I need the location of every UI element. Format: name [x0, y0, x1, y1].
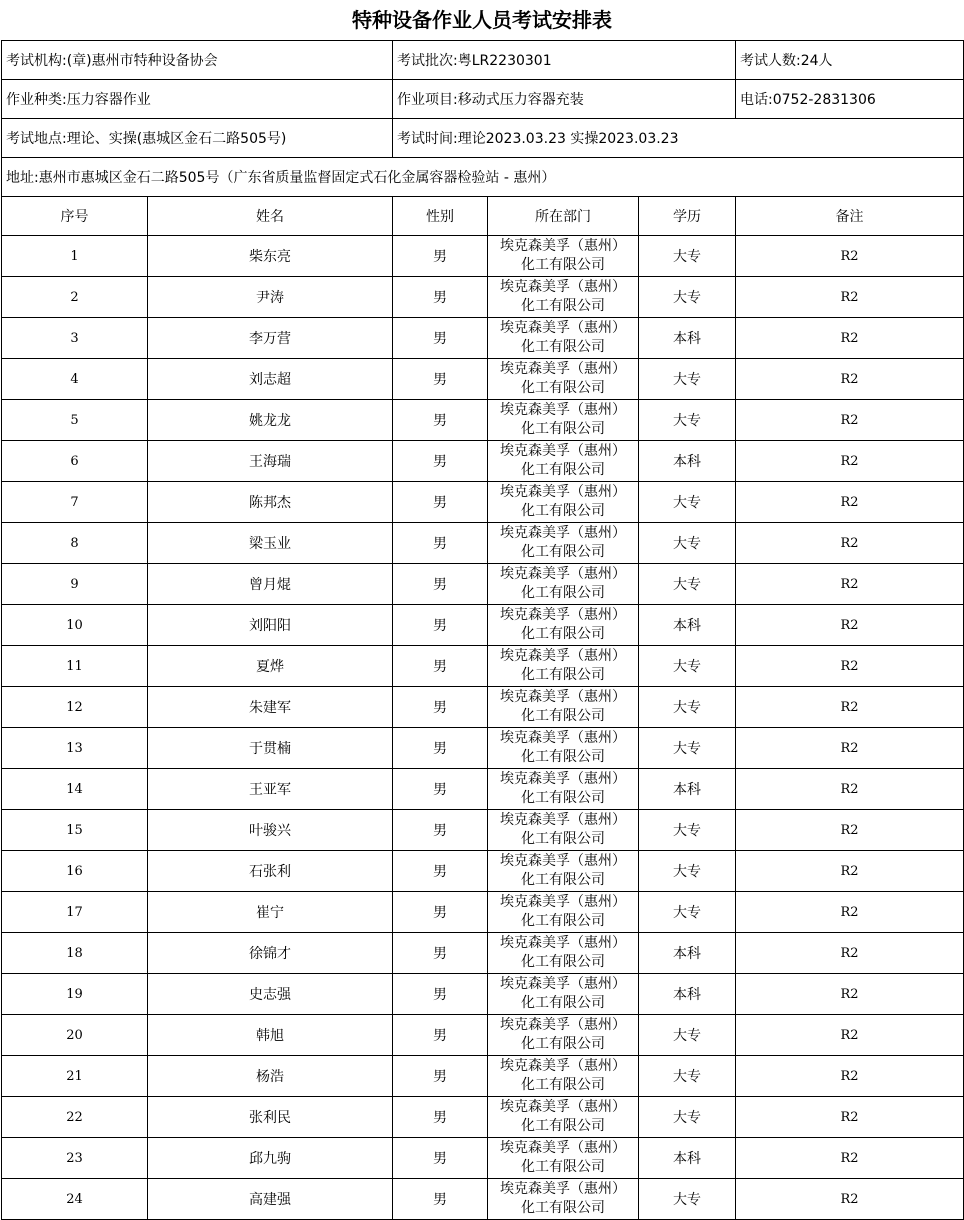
cell-edu: 大专 [639, 646, 736, 687]
cell-dept [488, 564, 639, 605]
dept-line-2: 化工有限公司 [521, 872, 606, 888]
cell-dept [488, 933, 639, 974]
dept-line-1: 埃克森美孚（惠州） [500, 1058, 627, 1074]
table-row [2, 277, 964, 318]
dept-line-2: 化工有限公司 [521, 585, 606, 601]
dept-line-1: 埃克森美孚（惠州） [500, 566, 627, 582]
cell-gender: 男 [393, 974, 488, 1015]
table-row [2, 1179, 964, 1220]
table-row [2, 933, 964, 974]
cell-gender: 男 [393, 564, 488, 605]
cell-no: 17 [2, 892, 148, 933]
cell-note: R2 [736, 687, 964, 728]
cell-note: R2 [736, 974, 964, 1015]
cell-name: 杨浩 [148, 1056, 393, 1097]
dept-line-2: 化工有限公司 [521, 421, 606, 437]
cell-edu: 大专 [639, 1015, 736, 1056]
cell-edu: 大专 [639, 1097, 736, 1138]
dept-line-1: 埃克森美孚（惠州） [500, 648, 627, 664]
cell-name: 朱建军 [148, 687, 393, 728]
dept-line-1: 埃克森美孚（惠州） [500, 1099, 627, 1115]
column-header-dept: 所在部门 [488, 197, 639, 236]
dept-line-1: 埃克森美孚（惠州） [500, 320, 627, 336]
cell-note: R2 [736, 400, 964, 441]
cell-edu: 大专 [639, 728, 736, 769]
header-row [2, 197, 964, 236]
cell-dept [488, 851, 639, 892]
cell-note: R2 [736, 933, 964, 974]
cell-name: 史志强 [148, 974, 393, 1015]
dept-line-2: 化工有限公司 [521, 257, 606, 273]
dept-line-2: 化工有限公司 [521, 995, 606, 1011]
cell-gender: 男 [393, 482, 488, 523]
cell-gender: 男 [393, 1056, 488, 1097]
cell-note: R2 [736, 851, 964, 892]
cell-dept [488, 1179, 639, 1220]
cell-gender: 男 [393, 933, 488, 974]
column-header-edu: 学历 [639, 197, 736, 236]
dept-line-2: 化工有限公司 [521, 954, 606, 970]
cell-no: 1 [2, 236, 148, 277]
address: 地址:惠州市惠城区金石二路505号（广东省质量监督固定式石化金属容器检验站 - 惠州） [2, 158, 964, 197]
dept-line-2: 化工有限公司 [521, 1077, 606, 1093]
cell-note: R2 [736, 605, 964, 646]
phone: 电话:0752-2831306 [736, 80, 964, 119]
cell-no: 12 [2, 687, 148, 728]
cell-edu: 大专 [639, 851, 736, 892]
cell-edu: 大专 [639, 892, 736, 933]
cell-gender: 男 [393, 1179, 488, 1220]
cell-name: 于贯楠 [148, 728, 393, 769]
cell-edu: 大专 [639, 1056, 736, 1097]
cell-no: 8 [2, 523, 148, 564]
table-row [2, 974, 964, 1015]
cell-dept [488, 359, 639, 400]
cell-edu: 大专 [639, 482, 736, 523]
dept-line-1: 埃克森美孚（惠州） [500, 1140, 627, 1156]
cell-dept [488, 769, 639, 810]
cell-edu: 大专 [639, 810, 736, 851]
cell-no: 7 [2, 482, 148, 523]
cell-note: R2 [736, 482, 964, 523]
table-row [2, 236, 964, 277]
cell-note: R2 [736, 1138, 964, 1179]
cell-no: 2 [2, 277, 148, 318]
dept-line-2: 化工有限公司 [521, 339, 606, 355]
cell-no: 5 [2, 400, 148, 441]
cell-name: 崔宁 [148, 892, 393, 933]
cell-no: 23 [2, 1138, 148, 1179]
cell-dept [488, 236, 639, 277]
table-row [2, 318, 964, 359]
cell-dept [488, 728, 639, 769]
dept-line-1: 埃克森美孚（惠州） [500, 730, 627, 746]
table-row [2, 605, 964, 646]
exam-time: 考试时间:理论2023.03.23 实操2023.03.23 [393, 119, 964, 158]
cell-gender: 男 [393, 851, 488, 892]
cell-name: 柴东亮 [148, 236, 393, 277]
dept-line-1: 埃克森美孚（惠州） [500, 1181, 627, 1197]
cell-dept [488, 277, 639, 318]
dept-line-1: 埃克森美孚（惠州） [500, 853, 627, 869]
cell-name: 高建强 [148, 1179, 393, 1220]
cell-dept [488, 892, 639, 933]
cell-edu: 大专 [639, 359, 736, 400]
table-row [2, 1138, 964, 1179]
cell-edu: 大专 [639, 1179, 736, 1220]
cell-gender: 男 [393, 318, 488, 359]
dept-line-2: 化工有限公司 [521, 1200, 606, 1216]
cell-edu: 大专 [639, 400, 736, 441]
cell-no: 20 [2, 1015, 148, 1056]
dept-line-1: 埃克森美孚（惠州） [500, 361, 627, 377]
cell-edu: 本科 [639, 441, 736, 482]
cell-no: 18 [2, 933, 148, 974]
column-header-no: 序号 [2, 197, 148, 236]
dept-line-1: 埃克森美孚（惠州） [500, 935, 627, 951]
dept-line-1: 埃克森美孚（惠州） [500, 607, 627, 623]
cell-name: 叶骏兴 [148, 810, 393, 851]
cell-edu: 本科 [639, 605, 736, 646]
cell-note: R2 [736, 1015, 964, 1056]
cell-edu: 大专 [639, 564, 736, 605]
table-row [2, 1015, 964, 1056]
cell-no: 22 [2, 1097, 148, 1138]
cell-dept [488, 1015, 639, 1056]
cell-no: 6 [2, 441, 148, 482]
table-row [2, 851, 964, 892]
table-row [2, 441, 964, 482]
cell-gender: 男 [393, 892, 488, 933]
exam-count: 考试人数:24人 [736, 41, 964, 80]
table-row [2, 1097, 964, 1138]
cell-edu: 本科 [639, 974, 736, 1015]
cell-dept [488, 400, 639, 441]
exam-schedule-table [1, 40, 964, 1220]
cell-edu: 大专 [639, 523, 736, 564]
cell-gender: 男 [393, 646, 488, 687]
cell-note: R2 [736, 441, 964, 482]
dept-line-2: 化工有限公司 [521, 380, 606, 396]
cell-edu: 本科 [639, 769, 736, 810]
cell-dept [488, 1097, 639, 1138]
cell-name: 曾月焜 [148, 564, 393, 605]
cell-dept [488, 646, 639, 687]
cell-edu: 本科 [639, 318, 736, 359]
dept-line-2: 化工有限公司 [521, 667, 606, 683]
table-row [2, 523, 964, 564]
dept-line-1: 埃克森美孚（惠州） [500, 279, 627, 295]
table-row [2, 482, 964, 523]
table-row [2, 646, 964, 687]
dept-line-1: 埃克森美孚（惠州） [500, 525, 627, 541]
cell-name: 李万营 [148, 318, 393, 359]
info-row-3 [2, 119, 964, 158]
cell-note: R2 [736, 236, 964, 277]
cell-dept [488, 1056, 639, 1097]
dept-line-1: 埃克森美孚（惠州） [500, 238, 627, 254]
dept-line-1: 埃克森美孚（惠州） [500, 812, 627, 828]
cell-name: 姚龙龙 [148, 400, 393, 441]
cell-name: 刘志超 [148, 359, 393, 400]
cell-dept [488, 810, 639, 851]
dept-line-1: 埃克森美孚（惠州） [500, 484, 627, 500]
cell-gender: 男 [393, 236, 488, 277]
cell-note: R2 [736, 892, 964, 933]
cell-note: R2 [736, 646, 964, 687]
cell-note: R2 [736, 318, 964, 359]
cell-name: 石张利 [148, 851, 393, 892]
cell-note: R2 [736, 769, 964, 810]
cell-note: R2 [736, 564, 964, 605]
cell-note: R2 [736, 1097, 964, 1138]
table-row [2, 687, 964, 728]
cell-no: 3 [2, 318, 148, 359]
cell-no: 10 [2, 605, 148, 646]
dept-line-1: 埃克森美孚（惠州） [500, 689, 627, 705]
table-row [2, 769, 964, 810]
cell-name: 王亚军 [148, 769, 393, 810]
table-row [2, 728, 964, 769]
cell-name: 王海瑞 [148, 441, 393, 482]
cell-name: 邱九驹 [148, 1138, 393, 1179]
cell-note: R2 [736, 1179, 964, 1220]
dept-line-2: 化工有限公司 [521, 298, 606, 314]
table-row [2, 359, 964, 400]
cell-gender: 男 [393, 810, 488, 851]
cell-name: 梁玉业 [148, 523, 393, 564]
table-row [2, 400, 964, 441]
cell-dept [488, 687, 639, 728]
cell-no: 4 [2, 359, 148, 400]
dept-line-1: 埃克森美孚（惠州） [500, 402, 627, 418]
cell-gender: 男 [393, 1097, 488, 1138]
cell-gender: 男 [393, 1138, 488, 1179]
cell-gender: 男 [393, 441, 488, 482]
cell-dept [488, 605, 639, 646]
dept-line-2: 化工有限公司 [521, 544, 606, 560]
cell-gender: 男 [393, 605, 488, 646]
work-category: 作业种类:压力容器作业 [2, 80, 393, 119]
work-item: 作业项目:移动式压力容器充装 [393, 80, 736, 119]
cell-dept [488, 974, 639, 1015]
cell-no: 11 [2, 646, 148, 687]
column-header-note: 备注 [736, 197, 964, 236]
table-row [2, 810, 964, 851]
cell-dept [488, 1138, 639, 1179]
exam-batch: 考试批次:粤LR2230301 [393, 41, 736, 80]
dept-line-2: 化工有限公司 [521, 462, 606, 478]
cell-edu: 大专 [639, 687, 736, 728]
dept-line-2: 化工有限公司 [521, 913, 606, 929]
dept-line-1: 埃克森美孚（惠州） [500, 894, 627, 910]
cell-note: R2 [736, 523, 964, 564]
cell-name: 尹涛 [148, 277, 393, 318]
cell-edu: 本科 [639, 1138, 736, 1179]
cell-name: 张利民 [148, 1097, 393, 1138]
cell-dept [488, 482, 639, 523]
dept-line-2: 化工有限公司 [521, 790, 606, 806]
column-header-name: 姓名 [148, 197, 393, 236]
dept-line-2: 化工有限公司 [521, 831, 606, 847]
cell-no: 24 [2, 1179, 148, 1220]
cell-name: 徐锦才 [148, 933, 393, 974]
cell-edu: 本科 [639, 933, 736, 974]
cell-gender: 男 [393, 769, 488, 810]
cell-dept [488, 318, 639, 359]
cell-gender: 男 [393, 1015, 488, 1056]
dept-line-2: 化工有限公司 [521, 626, 606, 642]
cell-gender: 男 [393, 400, 488, 441]
dept-line-1: 埃克森美孚（惠州） [500, 443, 627, 459]
cell-note: R2 [736, 1056, 964, 1097]
cell-no: 16 [2, 851, 148, 892]
cell-edu: 大专 [639, 277, 736, 318]
cell-no: 21 [2, 1056, 148, 1097]
cell-gender: 男 [393, 277, 488, 318]
cell-note: R2 [736, 277, 964, 318]
exam-location: 考试地点:理论、实操(惠城区金石二路505号) [2, 119, 393, 158]
table-row [2, 1056, 964, 1097]
cell-name: 韩旭 [148, 1015, 393, 1056]
cell-gender: 男 [393, 728, 488, 769]
cell-name: 夏烨 [148, 646, 393, 687]
column-header-gender: 性别 [393, 197, 488, 236]
info-row-1 [2, 41, 964, 80]
cell-no: 14 [2, 769, 148, 810]
cell-note: R2 [736, 728, 964, 769]
dept-line-2: 化工有限公司 [521, 1036, 606, 1052]
cell-gender: 男 [393, 523, 488, 564]
cell-note: R2 [736, 359, 964, 400]
info-row-2 [2, 80, 964, 119]
cell-no: 9 [2, 564, 148, 605]
dept-line-2: 化工有限公司 [521, 503, 606, 519]
cell-note: R2 [736, 810, 964, 851]
cell-no: 13 [2, 728, 148, 769]
cell-name: 陈邦杰 [148, 482, 393, 523]
dept-line-2: 化工有限公司 [521, 708, 606, 724]
cell-gender: 男 [393, 359, 488, 400]
info-row-4 [2, 158, 964, 197]
dept-line-1: 埃克森美孚（惠州） [500, 771, 627, 787]
dept-line-1: 埃克森美孚（惠州） [500, 976, 627, 992]
dept-line-2: 化工有限公司 [521, 1118, 606, 1134]
cell-no: 15 [2, 810, 148, 851]
cell-gender: 男 [393, 687, 488, 728]
dept-line-2: 化工有限公司 [521, 749, 606, 765]
table-row [2, 892, 964, 933]
dept-line-1: 埃克森美孚（惠州） [500, 1017, 627, 1033]
cell-edu: 大专 [639, 236, 736, 277]
page-title: 特种设备作业人员考试安排表 [352, 8, 612, 32]
dept-line-2: 化工有限公司 [521, 1159, 606, 1175]
exam-org: 考试机构:(章)惠州市特种设备协会 [2, 41, 393, 80]
cell-dept [488, 441, 639, 482]
cell-dept [488, 523, 639, 564]
table-row [2, 564, 964, 605]
cell-no: 19 [2, 974, 148, 1015]
cell-name: 刘阳阳 [148, 605, 393, 646]
